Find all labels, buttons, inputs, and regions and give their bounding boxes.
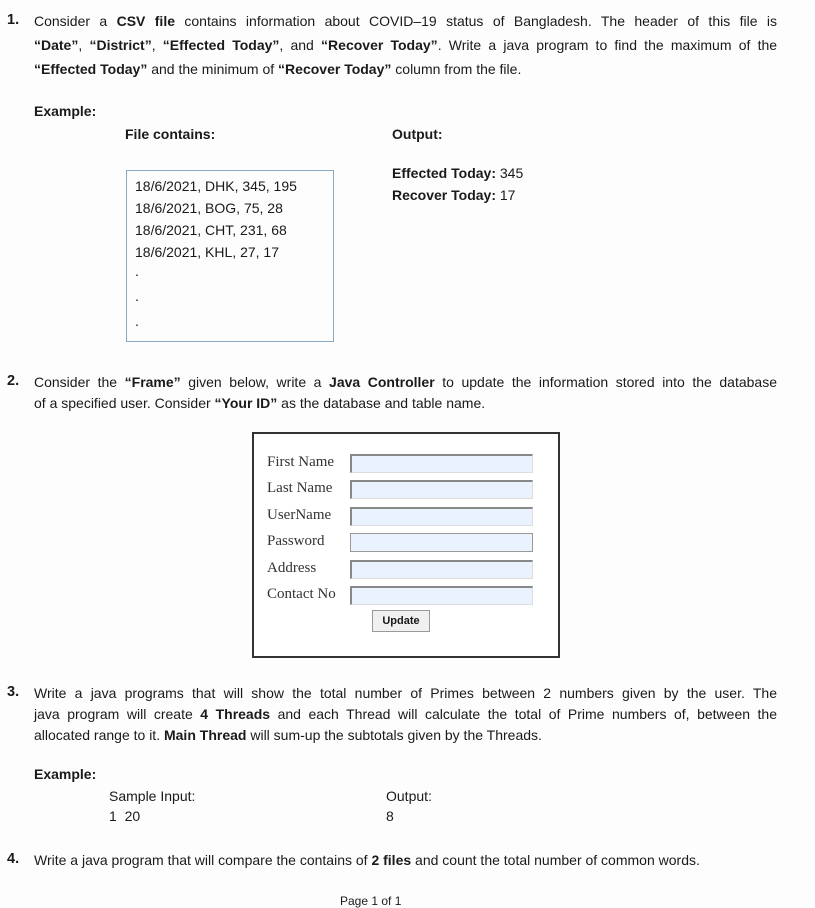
text-line bbox=[34, 60, 777, 78]
text-segment: java program will create bbox=[34, 706, 201, 722]
field-label-last-name: Last Name bbox=[267, 480, 333, 496]
bold-text: 4 Threads bbox=[200, 706, 271, 722]
text-segment: , bbox=[78, 37, 90, 53]
output-label: Effected Today: bbox=[392, 165, 496, 181]
text-segment: given below, write a bbox=[180, 374, 330, 390]
text-segment: , and bbox=[279, 37, 322, 53]
field-label-contact-no: Contact No bbox=[267, 586, 336, 602]
bold-text: Main Thread bbox=[163, 727, 247, 743]
q3-example-label: Example: bbox=[34, 766, 97, 782]
last-name-input[interactable] bbox=[350, 480, 533, 499]
question-2-number: 2. bbox=[7, 373, 20, 389]
q1-output-label: Output: bbox=[392, 126, 443, 142]
text-segment: allocated range to it. bbox=[34, 727, 164, 743]
field-label-username: UserName bbox=[267, 507, 332, 523]
text-line bbox=[34, 851, 777, 869]
contact-no-input[interactable] bbox=[350, 586, 533, 605]
first-name-input[interactable] bbox=[350, 454, 533, 473]
password-input[interactable] bbox=[350, 533, 533, 552]
text-segment: as the database and table name. bbox=[277, 395, 486, 411]
bold-text: “District” bbox=[89, 37, 152, 53]
bold-text: “Recover Today” bbox=[321, 37, 438, 53]
update-button[interactable]: Update bbox=[372, 610, 430, 632]
text-segment: and each Thread will calculate the total of Prime numbers of, between the bbox=[270, 706, 778, 722]
output-label: Recover Today: bbox=[392, 187, 496, 203]
text-segment: contains information about COVID–19 status of Bangladesh. The header of this file is bbox=[175, 13, 777, 29]
text-segment: Consider the bbox=[34, 374, 125, 390]
csv-dot: . bbox=[135, 263, 139, 279]
q3-output-label: Output: bbox=[386, 788, 432, 804]
text-segment: Write a java programs that will show the total number of Primes between 2 numbers given by the user. The bbox=[34, 685, 777, 701]
text-segment: and count the total number of common words. bbox=[411, 852, 700, 868]
bold-text: “Recover Today” bbox=[278, 61, 392, 77]
bold-text: “Effected Today” bbox=[162, 37, 280, 53]
text-segment: and the minimum of bbox=[147, 61, 279, 77]
text-line bbox=[34, 36, 777, 54]
text-line bbox=[34, 394, 777, 412]
csv-row: 18/6/2021, BOG, 75, 28 bbox=[135, 200, 283, 216]
text-segment: of a specified user. Consider bbox=[34, 395, 215, 411]
sample-input-value: 1 20 bbox=[109, 808, 141, 824]
field-label-first-name: First Name bbox=[267, 454, 335, 470]
bold-text: “Frame” bbox=[124, 374, 181, 390]
text-line bbox=[34, 373, 777, 391]
text-segment: to update the information stored into the database bbox=[434, 374, 777, 390]
output-effected-today bbox=[392, 165, 523, 181]
output-value: 17 bbox=[496, 187, 516, 203]
csv-row: 18/6/2021, DHK, 345, 195 bbox=[135, 178, 297, 194]
sample-input-label: Sample Input: bbox=[109, 788, 196, 804]
bold-text: “Your ID” bbox=[214, 395, 278, 411]
username-input[interactable] bbox=[350, 507, 533, 526]
csv-row: 18/6/2021, CHT, 231, 68 bbox=[135, 222, 287, 238]
text-line bbox=[34, 684, 777, 702]
file-contains-label: File contains: bbox=[125, 126, 216, 142]
bold-text: “Date” bbox=[34, 37, 79, 53]
text-segment: will sum-up the subtotals given by the Threads. bbox=[246, 727, 542, 743]
bold-text: 2 files bbox=[371, 852, 412, 868]
text-segment: , bbox=[151, 37, 163, 53]
text-line bbox=[34, 726, 777, 744]
csv-dot: . bbox=[135, 313, 139, 329]
text-segment: column from the file. bbox=[391, 61, 522, 77]
text-line bbox=[34, 705, 777, 723]
question-3-number: 3. bbox=[7, 684, 20, 700]
output-value: 345 bbox=[495, 165, 524, 181]
bold-text: “Effected Today” bbox=[34, 61, 148, 77]
field-label-password: Password bbox=[267, 533, 325, 549]
question-4-number: 4. bbox=[7, 851, 20, 867]
bold-text: CSV file bbox=[116, 13, 175, 29]
question-1-number: 1. bbox=[7, 12, 20, 28]
q3-output-value: 8 bbox=[386, 808, 394, 824]
q1-example-label: Example: bbox=[34, 103, 97, 119]
text-segment: . Write a java program to find the maximum of the bbox=[437, 37, 778, 53]
csv-file-box bbox=[126, 170, 334, 342]
output-recover-today bbox=[392, 187, 515, 203]
address-input[interactable] bbox=[350, 560, 533, 579]
text-line bbox=[34, 12, 777, 30]
csv-row: 18/6/2021, KHL, 27, 17 bbox=[135, 244, 279, 260]
bold-text: Java Controller bbox=[329, 374, 435, 390]
csv-dot: . bbox=[135, 288, 139, 304]
update-user-frame bbox=[252, 432, 560, 658]
page-footer: Page 1 of 1 bbox=[340, 894, 402, 908]
field-label-address: Address bbox=[267, 560, 317, 576]
text-segment: Write a java program that will compare the contains of bbox=[34, 852, 372, 868]
text-segment: Consider a bbox=[34, 13, 117, 29]
